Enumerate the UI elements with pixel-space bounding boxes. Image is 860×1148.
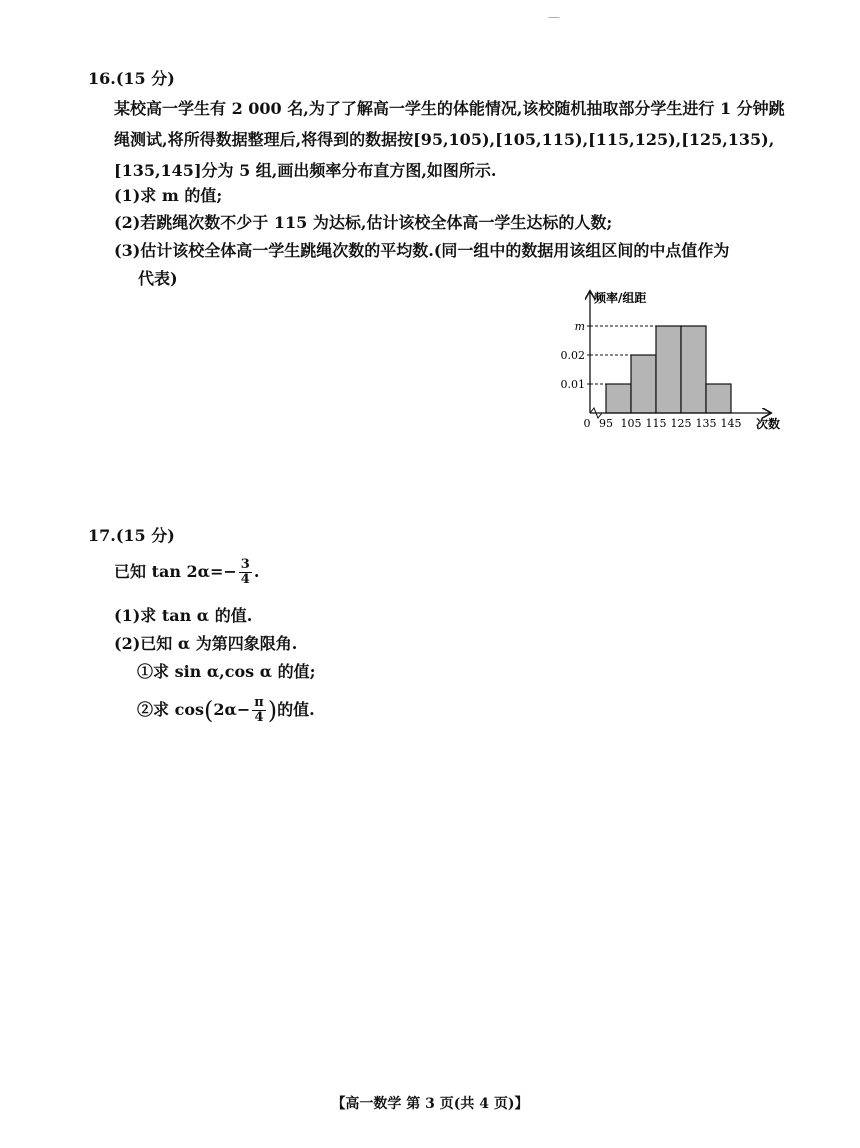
q16-number: 16.(15 分) xyxy=(88,69,175,88)
histogram-bar xyxy=(681,326,706,413)
q16-stem: 某校高一学生有 2 000 名,为了了解高一学生的体能情况,该校随机抽取部分学生进行 1 分钟跳绳测试,将所得数据整理后,将得到的数据按[95,105),[105,115),[115,125),[125,135),[135,145]分为 5 组,画出频率分布直方图,如图所示. xyxy=(114,99,785,180)
x-tick-label: 125 xyxy=(670,417,692,430)
top-mark: — xyxy=(548,10,560,24)
q17-number: 17.(15 分) xyxy=(88,526,175,545)
y-axis-label: 频率/组距 xyxy=(594,291,647,305)
fraction-numerator: π xyxy=(254,695,264,710)
fraction-denominator: 4 xyxy=(240,572,250,587)
fraction-denominator: 4 xyxy=(254,710,264,725)
q16-part1: (1)求 m 的值; xyxy=(114,186,223,205)
q17-sub1: ①求 sin α,cos α 的值; xyxy=(137,662,316,681)
q17-sub2 xyxy=(137,696,315,725)
q16-part3-line2: 代表) xyxy=(138,269,178,288)
x-tick-label: 145 xyxy=(720,417,742,430)
y-tick-label: 0.01 xyxy=(560,378,585,391)
fraction-numerator: 3 xyxy=(240,557,250,572)
q17-sub2-inner: 2α− xyxy=(213,700,251,719)
y-tick-label: m xyxy=(574,320,585,333)
histogram-bar xyxy=(606,384,631,413)
page-footer: 【高一数学 第 3 页(共 4 页)】 xyxy=(331,1096,529,1112)
histogram-bar xyxy=(706,384,731,413)
histogram-bar xyxy=(631,355,656,413)
x-tick-label: 105 xyxy=(620,417,642,430)
q17-given xyxy=(114,558,259,587)
x-axis-label: 次数 xyxy=(756,417,781,431)
q17-given-prefix: 已知 tan 2α=− xyxy=(114,562,237,581)
q17-part2: (2)已知 α 为第四象限角. xyxy=(114,634,298,653)
x-tick-label: 95 xyxy=(599,417,613,430)
q17-sub2-suffix: 的值. xyxy=(277,700,315,719)
q17-given-fraction xyxy=(239,558,252,587)
histogram-bar xyxy=(656,326,681,413)
x-tick-label: 115 xyxy=(645,417,667,430)
q17-sub2-fraction xyxy=(252,696,266,725)
origin-label: 0 xyxy=(583,417,591,430)
q17-given-suffix: . xyxy=(253,562,260,581)
left-paren: ( xyxy=(204,696,214,725)
q17-part1: (1)求 tan α 的值. xyxy=(114,606,253,625)
q16-part2: (2)若跳绳次数不少于 115 为达标,估计该校全体高一学生达标的人数; xyxy=(114,213,613,232)
q17-sub2-prefix: ②求 cos xyxy=(137,700,204,719)
right-paren: ) xyxy=(267,696,278,725)
y-tick-label: 0.02 xyxy=(560,349,585,362)
frequency-histogram xyxy=(548,282,788,438)
q16-part3-line1: (3)估计该校全体高一学生跳绳次数的平均数.(同一组中的数据用该组区间的中点值作为 xyxy=(114,241,730,260)
x-tick-label: 135 xyxy=(695,417,717,430)
